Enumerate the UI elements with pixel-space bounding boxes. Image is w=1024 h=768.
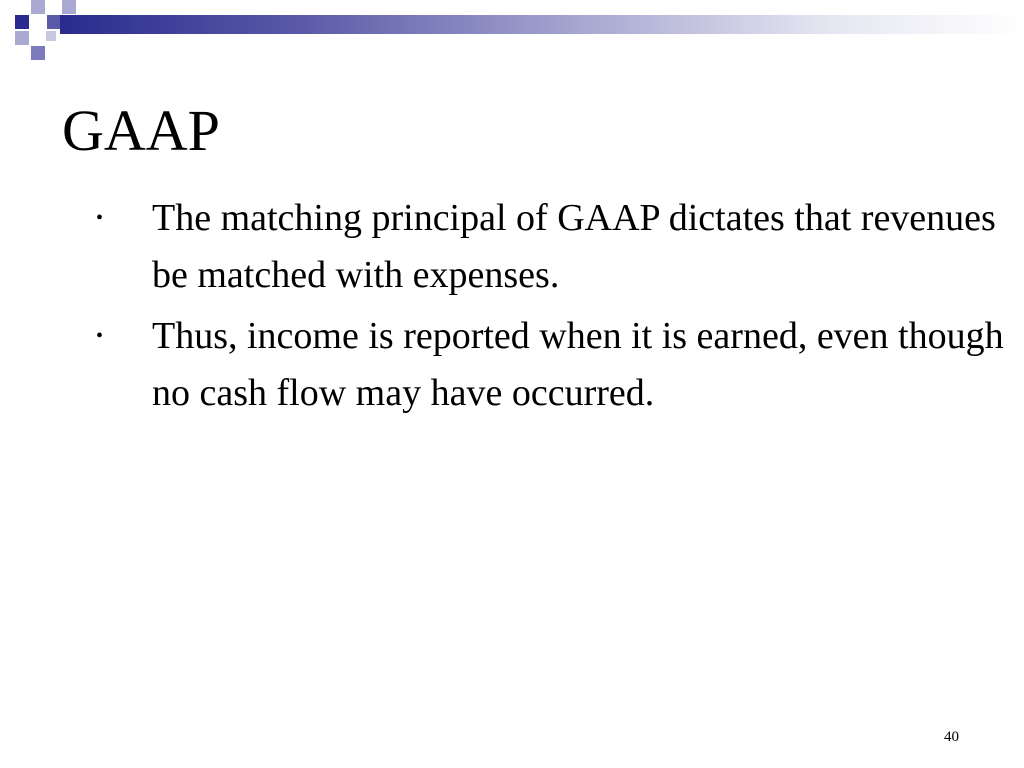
bullet-marker: • <box>96 325 104 347</box>
decor-square-light <box>31 0 45 14</box>
decor-square-light <box>62 0 76 14</box>
bullet-item <box>94 308 1004 422</box>
decor-square-mid <box>47 15 61 29</box>
header-gradient-bar <box>60 15 1024 34</box>
decor-square-dark <box>15 15 29 29</box>
decor-square-light <box>46 31 56 41</box>
bullet-marker: • <box>96 207 104 229</box>
decor-square-light <box>15 31 29 45</box>
slide-title: GAAP <box>62 98 220 163</box>
bullet-text: The matching principal of GAAP dictates that revenues be matched with expenses. <box>152 197 996 296</box>
bullet-item <box>94 190 1004 304</box>
bullet-list <box>94 190 1004 426</box>
bullet-text: Thus, income is reported when it is earned, even though no cash flow may have occurred. <box>152 315 1004 414</box>
decor-square-mid <box>31 46 45 60</box>
page-number: 40 <box>944 729 959 745</box>
